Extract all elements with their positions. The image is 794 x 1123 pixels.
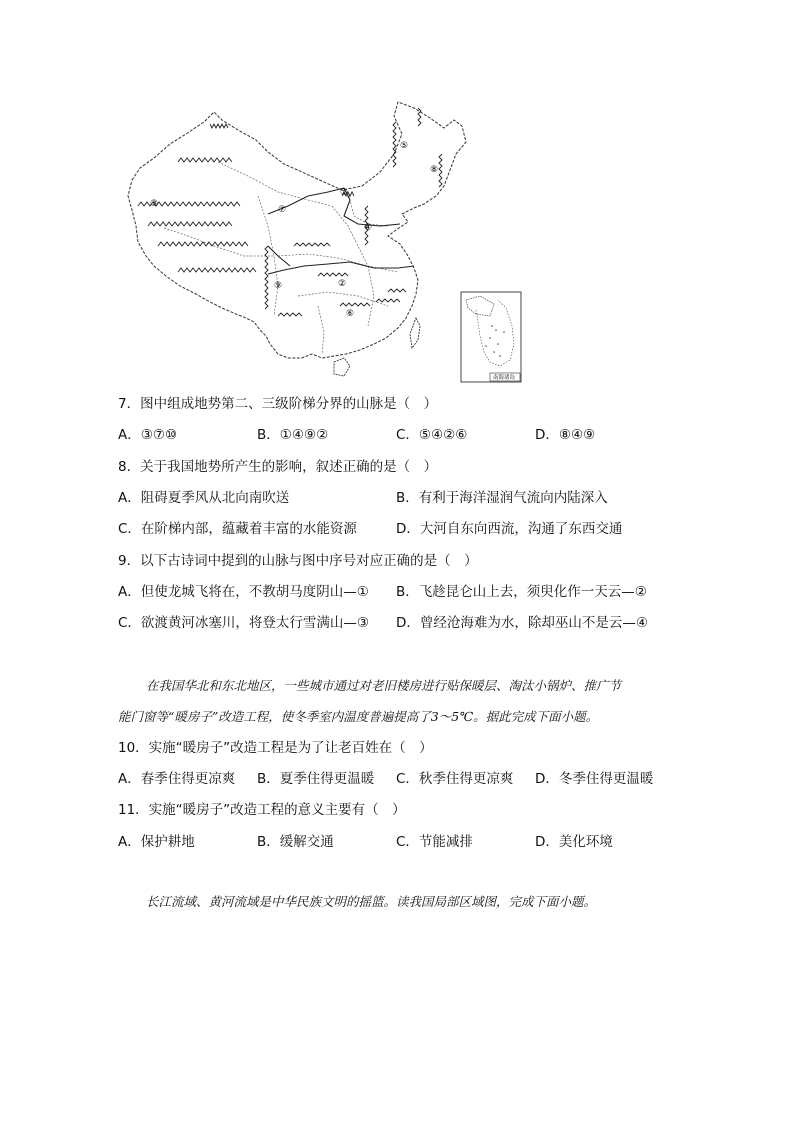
q7-option-a[interactable]: A．③⑦⑩ [118, 427, 178, 443]
passage-2-line-1: 长江流域、黄河流域是中华民族文明的摇篮。读我国局部区域图，完成下面小题。 [146, 894, 597, 909]
country-outline [128, 102, 466, 358]
q8-option-c[interactable]: C．在阶梯内部，蕴藏着丰富的水能资源 [118, 521, 357, 537]
q7-option-c[interactable]: C．⑤④②⑥ [396, 427, 468, 443]
marker-2: ② [338, 279, 347, 289]
q11-stem: 11．实施“暖房子”改造工程的意义主要有（ ） [118, 802, 406, 818]
q10-option-c[interactable]: C．秋季住得更凉爽 [396, 771, 514, 787]
marker-1: ① [340, 188, 349, 198]
q10-option-d[interactable]: D．冬季住得更温暖 [535, 771, 654, 787]
hainan-island [334, 358, 350, 376]
mountain-ranges [138, 108, 442, 316]
q11-option-c[interactable]: C．节能减排 [396, 834, 473, 850]
q7-option-b[interactable]: B．①④⑨② [257, 427, 329, 443]
q8-stem: 8．关于我国地势所产生的影响，叙述正确的是（ ） [118, 459, 438, 475]
q10-option-b[interactable]: B．夏季住得更温暖 [257, 771, 375, 787]
marker-6: ⑥ [346, 309, 355, 319]
q10-stem: 10．实施“暖房子”改造工程是为了让老百姓在（ ） [118, 740, 433, 756]
q11-option-d[interactable]: D．美化环境 [535, 834, 613, 850]
q7-stem: 7．图中组成地势第二、三级阶梯分界的山脉是（ ） [118, 396, 438, 412]
q8-option-b[interactable]: B．有利于海洋湿润气流向内陆深入 [396, 490, 608, 506]
marker-7: ⑦ [278, 205, 287, 215]
marker-4: ④ [364, 223, 373, 233]
q10-option-a[interactable]: A．春季住得更凉爽 [118, 771, 236, 787]
q9-stem: 9．以下古诗词中提到的山脉与图中序号对应正确的是（ ） [118, 553, 478, 569]
q8-option-a[interactable]: A．阻碍夏季风从北向南吹送 [118, 490, 290, 506]
q8-option-d[interactable]: D．大河自东向西流，沟通了东西交通 [396, 521, 623, 537]
marker-3: ③ [150, 199, 159, 209]
q7-option-d[interactable]: D．⑧④⑨ [535, 427, 596, 443]
passage-1-line-1: 在我国华北和东北地区，一些城市通过对老旧楼房进行贴保暖层、淘汰小锅炉、推广节 [146, 678, 622, 693]
q11-option-a[interactable]: A．保护耕地 [118, 834, 195, 850]
south-china-sea-inset [461, 292, 521, 382]
marker-9: ⑨ [274, 281, 283, 291]
q9-option-a[interactable]: A．但使龙城飞将在，不教胡马度阴山—① [118, 584, 369, 600]
q9-option-d[interactable]: D．曾经沧海难为水，除却巫山不是云—④ [396, 615, 648, 631]
q9-option-b[interactable]: B．飞趁昆仑山上去，须臾化作一天云—② [396, 584, 647, 600]
marker-8: ⑧ [430, 165, 439, 175]
taiwan-island [410, 318, 420, 348]
inset-label: 南海诸岛 [493, 375, 516, 381]
rivers [268, 188, 414, 274]
marker-5: ⑤ [400, 141, 409, 151]
passage-1-line-2: 能门窗等“暖房子”改造工程，使冬季室内温度普遍提高了3～5℃。据此完成下面小题。 [118, 709, 599, 724]
q9-option-c[interactable]: C．欲渡黄河冰塞川，将登太行雪满山—③ [118, 615, 370, 631]
china-terrain-map [118, 96, 526, 386]
map-svg [118, 96, 526, 386]
q11-option-b[interactable]: B．缓解交通 [257, 834, 334, 850]
